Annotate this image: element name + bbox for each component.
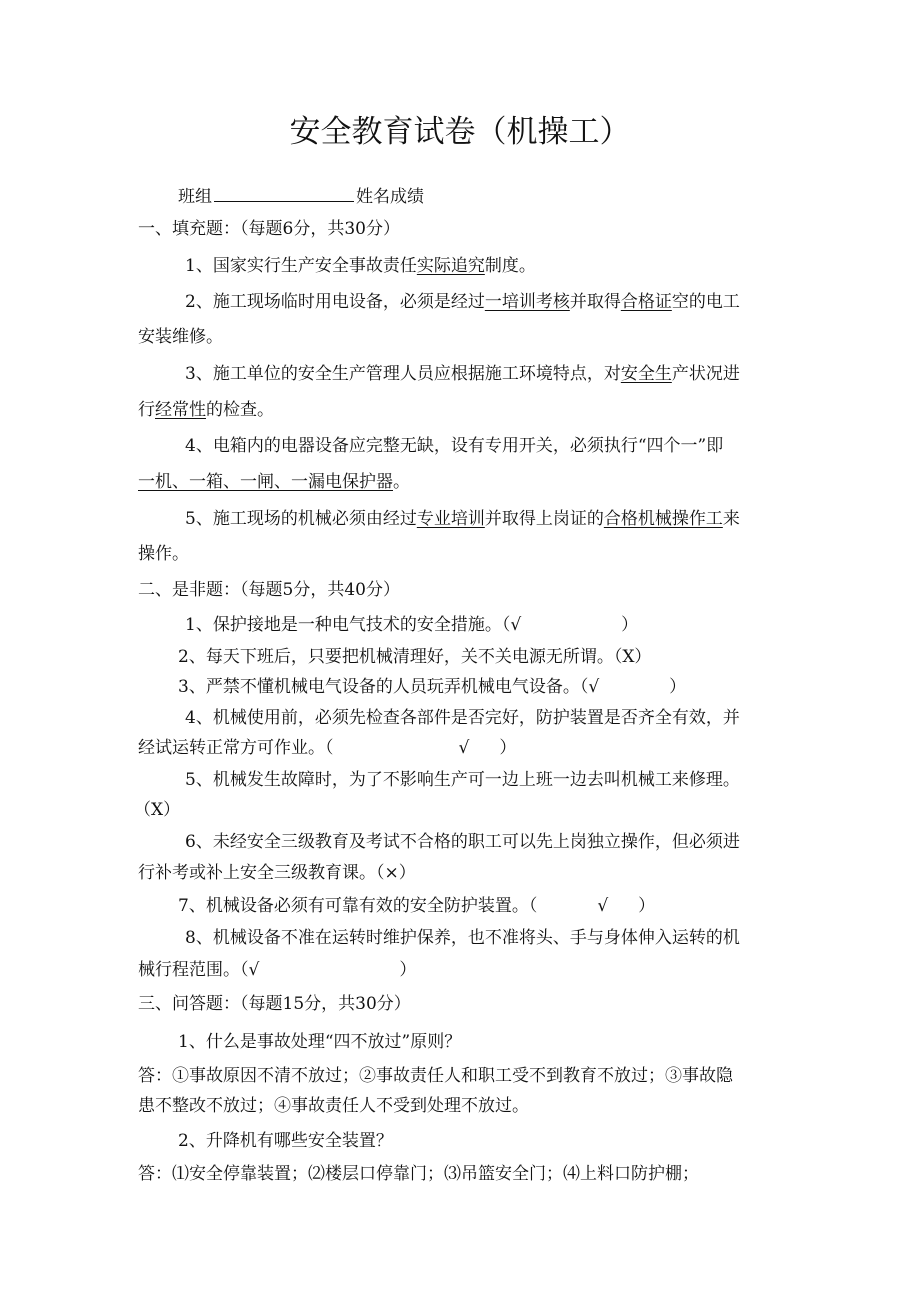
tf-q7-close: ） xyxy=(638,896,656,916)
qa-q1-answer-line1: 答：①事故原因不清不放过；②事故责任人和职工受不到教育不放过；③事故隐 xyxy=(138,1066,733,1086)
tf-q4-text: 经试运转正常方可作业。（ xyxy=(138,738,334,758)
fill-q2-line1 xyxy=(185,290,740,314)
tf-q8-line2 xyxy=(138,958,416,982)
tf-q1-text: 1、保护接地是一种电气技术的安全措施。（√ xyxy=(185,615,522,635)
tf-q7 xyxy=(178,894,655,918)
page-title: 安全教育试卷（机操工） xyxy=(289,114,631,150)
fill-q1 xyxy=(185,254,536,278)
qa-q1-question: 1、什么是事故处理“四不放过”原则？ xyxy=(178,1032,462,1052)
fill-q5-tail: 来 xyxy=(722,509,740,529)
section-2-heading: 二、是非题：（每题5分，共40分） xyxy=(138,580,400,600)
tf-q7-mark: √ xyxy=(597,896,609,916)
tf-q8-line1: 8、机械设备不准在运转时维护保养，也不准将头、手与身体伸入运转的机 xyxy=(185,928,740,948)
fill-q5-text: 5、施工现场的机械必须由经过 xyxy=(185,509,417,529)
tf-q5-line2: （X） xyxy=(134,800,181,820)
tf-q4-close: ） xyxy=(499,738,517,758)
class-blank[interactable] xyxy=(214,184,354,202)
fill-q2-tail: 空的电工 xyxy=(671,292,740,312)
fill-q2-answer-1: 一培训考核 xyxy=(484,292,570,312)
fill-q5-line2: 操作。 xyxy=(138,544,189,564)
tf-q4-line2 xyxy=(138,736,516,760)
tf-q6-line2: 行补考或补上安全三级教育课。（×） xyxy=(138,863,416,883)
fill-q3-tail: 产状况进 xyxy=(671,364,740,384)
fill-q3-answer-2: 经常性 xyxy=(155,400,206,420)
fill-q3-line2 xyxy=(138,398,274,422)
fill-q1-answer: 实际追究 xyxy=(416,256,485,276)
fill-q2-answer-2: 合格证 xyxy=(620,292,672,312)
fill-q5-line1 xyxy=(185,507,740,531)
tf-q2: 2、每天下班后，只要把机械清理好，关不关电源无所谓。（X） xyxy=(178,647,652,667)
fill-q4-line2 xyxy=(138,470,410,494)
tf-q6-line1: 6、未经安全三级教育及考试不合格的职工可以先上岗独立操作，但必须进 xyxy=(185,832,740,852)
tf-q1 xyxy=(185,613,638,637)
fill-q3-line1 xyxy=(185,362,740,386)
fill-q3-text: 3、施工单位的安全生产管理人员应根据施工环境特点，对 xyxy=(185,364,621,384)
fill-q1-text: 1、国家实行生产安全事故责任 xyxy=(185,256,417,276)
fill-q3-answer-1: 安全生 xyxy=(620,364,672,384)
tf-q3 xyxy=(178,675,686,699)
fill-q3-head: 行 xyxy=(138,400,155,420)
header-line xyxy=(178,184,424,209)
fill-q4-line1: 4、电箱内的电器设备应完整无缺，设有专用开关，必须执行“四个一”即 xyxy=(185,436,724,456)
section-1-heading: 一、填充题：（每题6分，共30分） xyxy=(138,219,400,239)
qa-q2-question: 2、升降机有哪些安全装置？ xyxy=(178,1131,393,1151)
fill-q5-answer-1: 专业培训 xyxy=(416,509,485,529)
section-3-heading: 三、问答题：（每题15分，共30分） xyxy=(138,994,411,1014)
fill-q1-tail: 制度。 xyxy=(484,256,536,276)
tf-q8-text: 械行程范围。（√ xyxy=(138,960,260,980)
fill-q2-line2: 安装维修。 xyxy=(138,327,223,347)
tf-q5-line1: 5、机械发生故障时，为了不影响生产可一边上班一边去叫机械工来修理。 xyxy=(185,770,740,790)
fill-q2-mid: 并取得 xyxy=(569,292,621,312)
fill-q5-answer-2: 合格机械操作工 xyxy=(603,509,723,529)
tf-q3-text: 3、严禁不懂机械电气设备的人员玩弄机械电气设备。（√ xyxy=(178,677,600,697)
class-label: 班组 xyxy=(178,187,212,207)
name-score-label: 姓名成绩 xyxy=(356,187,424,207)
qa-q2-answer-line1: 答：⑴安全停靠装置；⑵楼层口停靠门；⑶吊篮安全门；⑷上料口防护棚； xyxy=(138,1164,699,1184)
fill-q3-end: 的检查。 xyxy=(206,400,274,420)
tf-q3-close: ） xyxy=(669,677,687,697)
fill-q5-mid: 并取得上岗证的 xyxy=(484,509,604,529)
tf-q1-close: ） xyxy=(621,615,639,635)
tf-q8-close: ） xyxy=(399,960,417,980)
fill-q4-answer: 一机、一箱、一闸、一漏电保护器 xyxy=(138,472,393,492)
qa-q1-answer-line2: 患不整改不放过；④事故责任人不受到处理不放过。 xyxy=(138,1096,529,1116)
fill-q4-tail: 。 xyxy=(393,472,410,492)
tf-q4-mark: √ xyxy=(458,738,470,758)
fill-q2-text: 2、施工现场临时用电设备，必须是经过 xyxy=(185,292,485,312)
tf-q7-text: 7、机械设备必须有可靠有效的安全防护装置。（ xyxy=(178,896,538,916)
tf-q4-line1: 4、机械使用前，必须先检查各部件是否完好，防护装置是否齐全有效，并 xyxy=(185,708,740,728)
